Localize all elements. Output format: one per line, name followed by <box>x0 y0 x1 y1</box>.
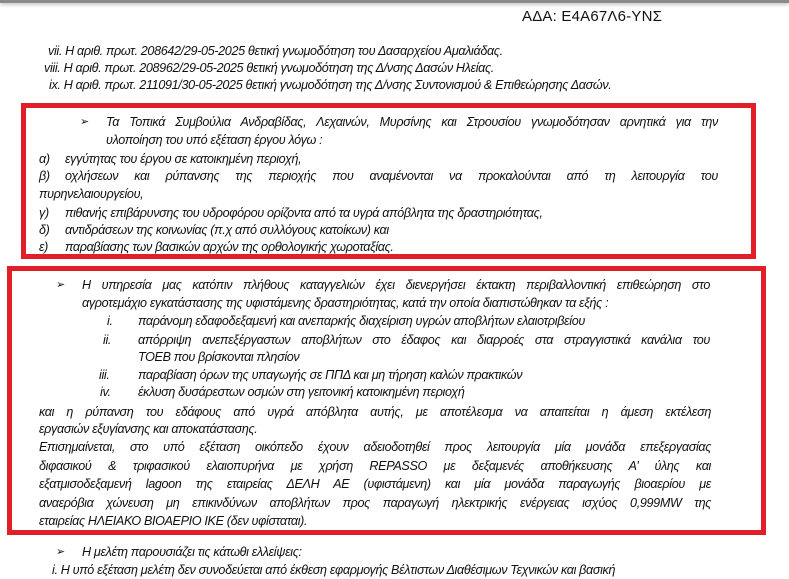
reason-label: γ) <box>39 206 49 220</box>
finding-text: έκλυση δυσάρεστων οσμών στη γειτονική κατοικημένη περιοχή <box>138 385 465 399</box>
reason-text-cont: πυρηνελαιουργείου, <box>39 187 144 201</box>
reason-text: οχλήσεων και ρύπανσης της περιοχής που αναμένονται να προκαλούνται από τη λειτουργία του <box>65 169 718 183</box>
notice-para-line: εξατμισοδεξαμενή lagoon της εταιρείας ΔΕΛΗ ΑΕ (υφιστάμενη) και μία μονάδα παραγωγής βιοαερίου με <box>39 477 711 491</box>
finding-label: iv. <box>100 385 111 399</box>
finding-label: ii. <box>103 333 112 347</box>
councils-intro-line2: υλοποίηση του υπό εξέταση έργου λόγω : <box>106 133 323 147</box>
deficiencies-section <box>0 544 789 577</box>
reason-text: εγγύτητας του έργου σε κατοικημένη περιοχή, <box>65 152 302 166</box>
notice-para-line: διφασικού & τριφασικού ελαιοπυρήνα με χρήση REPASSO με δεξαμενές αποθήκευσης Α’ ύλης και <box>39 459 711 473</box>
viewer-top-edge <box>0 0 789 3</box>
inspection-intro-line1: Η υπηρεσία μας κατόπιν πλήθους καταγγελιών έχει διενεργήσει έκτακτη περιβαλλοντική επιθεώρηση στο <box>82 278 710 292</box>
notice-para-line: αναερόβια χώνευση μη επικινδύνων αποβλήτων προς παραγωγή ηλεκτρικής ενέργειας ισχύος 0,999MW της <box>39 496 711 510</box>
pollution-para-line1: και η ρύπανση του εδάφους από υγρά απόβλητα αυτής, με αποτέλεσμα να απαιτείται η άμεση εκτέλεση <box>39 405 711 419</box>
reason-label: α) <box>39 152 50 166</box>
opinion-item: ix. Η αριθ. πρωτ. 211091/30-05-2025 θετική γνωμοδότηση της Δ/νσης Συντονισμού & Επιθεώρησης Δασών. <box>49 78 612 92</box>
inspection-section <box>0 277 789 532</box>
reason-text: πιθανής επιβάρυνσης του υδροφόρου ορίζοντα από τα υγρά απόβλητα της δραστηριότητας, <box>65 206 543 220</box>
opinions-list <box>0 43 789 95</box>
reason-text: αντιδράσεων της κοινωνίας (π.χ από συλλόγους κατοίκων) και <box>65 223 389 237</box>
finding-text: παραβίαση όρων της υπαγωγής σε ΠΠΔ και μη τήρηση καλών πρακτικών <box>138 368 523 382</box>
reason-label: δ) <box>39 223 50 237</box>
arrow-bullet-icon: ➢ <box>80 116 89 128</box>
ada-code: ΑΔΑ: Ε4Α67Λ6-ΥΝΣ <box>522 8 663 25</box>
finding-text-cont: ΤΟΕΒ που βρίσκονται πλησίον <box>138 350 300 364</box>
arrow-bullet-icon: ➢ <box>56 546 65 558</box>
finding-label: iii. <box>99 368 110 382</box>
finding-label: i. <box>107 314 113 328</box>
local-councils-section <box>0 114 789 254</box>
pollution-para-line2: εργασιών εξυγίανσης και αποκατάστασης. <box>39 422 258 436</box>
notice-para-line: εταιρείας ΗΛΕΙΑΚΟ ΒΙΟΑΕΡΙΟ ΙΚΕ (δεν υφίσταται). <box>39 514 308 528</box>
finding-text: απόρριψη ανεπεξέργαστων αποβλήτων στο έδαφος και διαρροές στα στραγγιστικά κανάλια του <box>138 333 710 347</box>
councils-intro-line1: Τα Τοπικά Συμβούλια Ανδραβίδας, Λεχαινών, Μυρσίνης και Στρουσίου γνωμοδότησαν αρνητικά για την <box>106 115 718 129</box>
inspection-intro-line2: αγροτεμάχιο εγκατάστασης της υφιστάμενης δραστηριότητας, κατά την οποία διαπιστώθηκαν τα εξής : <box>82 296 609 310</box>
opinion-item: vii. Η αριθ. πρωτ. 208642/29-05-2025 θετική γνωμοδότηση του Δασαρχείου Αμαλιάδας. <box>48 44 503 58</box>
opinion-item: viii. Η αριθ. πρωτ. 208962/29-05-2025 θετική γνωμοδότηση της Δ/νσης Δασών Ηλείας. <box>44 61 494 75</box>
finding-text: παράνομη εδαφοδεξαμενή και ανεπαρκής διαχείριση υγρών αποβλήτων ελαιοτριβείου <box>138 314 585 328</box>
deficiency-item: i. Η υπό εξέταση μελέτη δεν συνοδεύεται από έκθεση εφαρμογής Βέλτιστων Διαθέσιμων Τεχνικών και βασική <box>52 563 616 577</box>
reason-label: ε) <box>39 240 49 254</box>
arrow-bullet-icon: ➢ <box>56 279 65 291</box>
deficiencies-heading: Η μελέτη παρουσιάζει τις κάτωθι ελλείψεις: <box>82 545 302 559</box>
reason-label: β) <box>39 169 50 183</box>
notice-para-line: Επισημαίνεται, στο υπό εξέταση οικόπεδο έχουν αδειοδοτηθεί προς λειτουργία μία μονάδα επεξεργασίας <box>39 440 711 454</box>
reason-text: παραβίασης των βασικών αρχών της ορθολογικής χωροταξίας. <box>65 240 394 254</box>
